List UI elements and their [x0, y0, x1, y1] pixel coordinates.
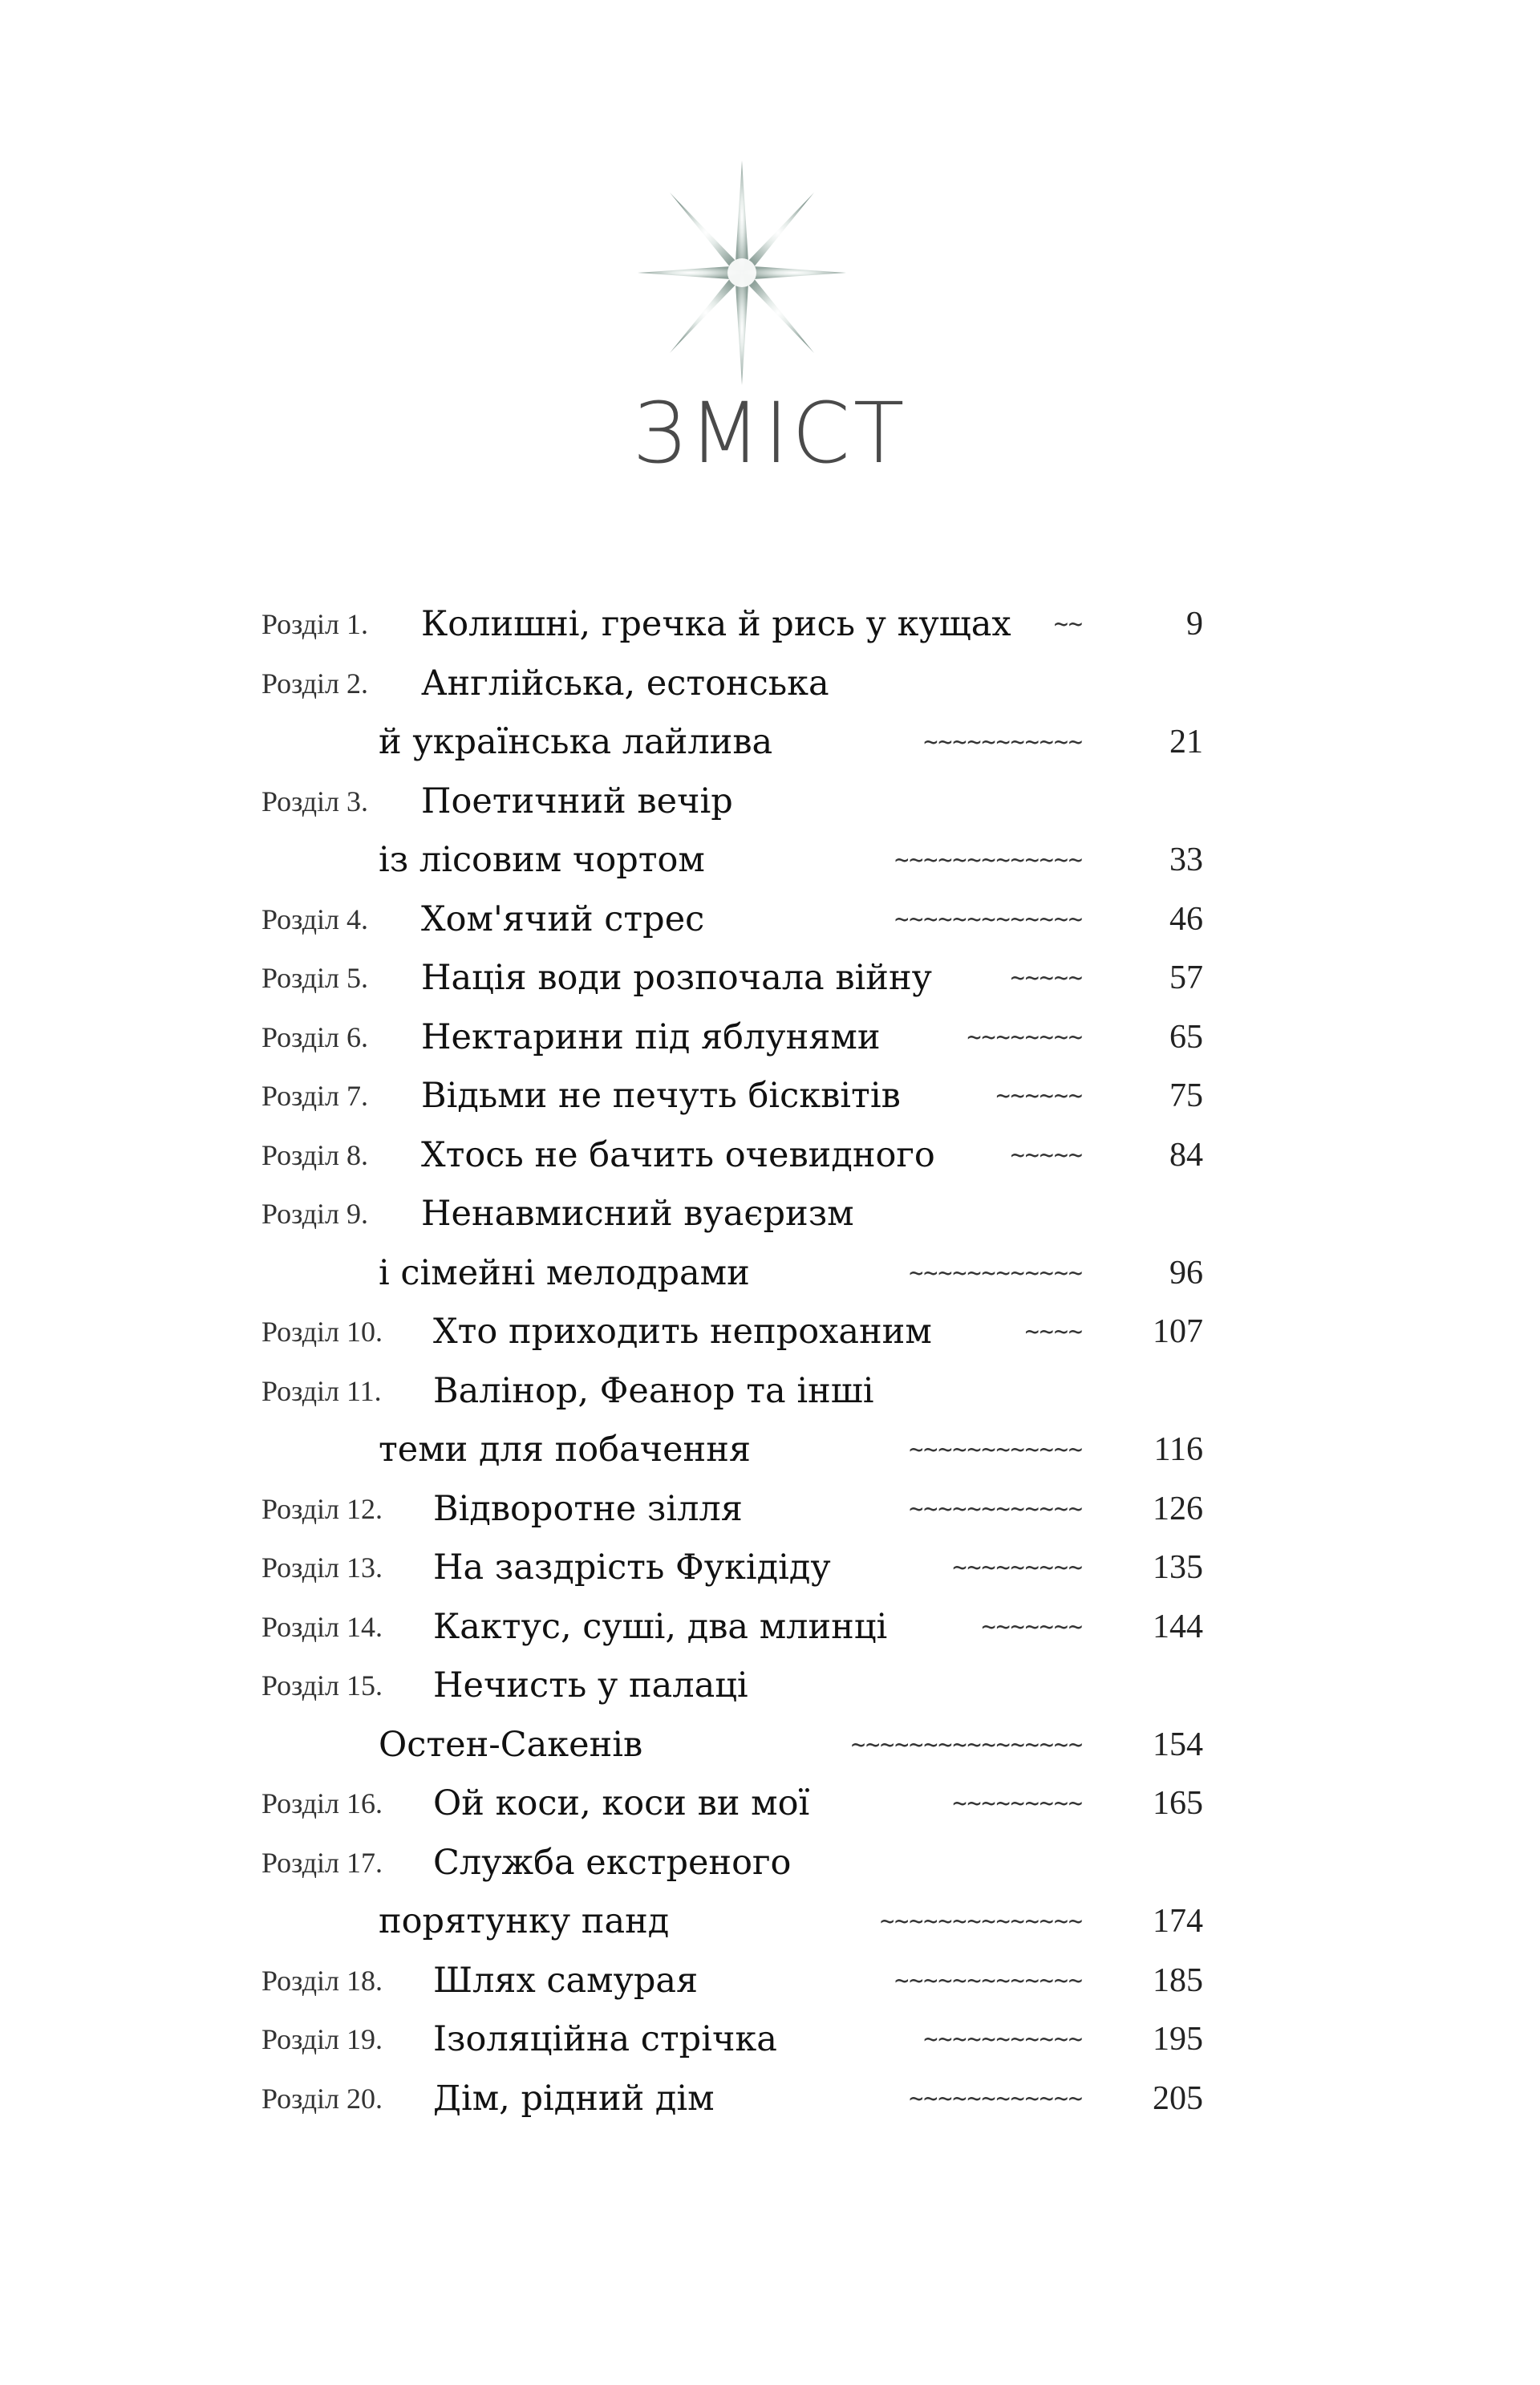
chapter-title: Поетичний вечір: [421, 781, 733, 821]
toc-row: [0, 1303, 1540, 1362]
page-number: 107: [1153, 1313, 1203, 1350]
table-of-contents: [0, 595, 1540, 2128]
page-number: 96: [1169, 1254, 1203, 1292]
leader-line: ~~~~~: [1010, 1141, 1083, 1170]
leader-line: ~~~~~~~~~: [952, 1554, 1083, 1582]
toc-row: [0, 1775, 1540, 1834]
chapter-number: Розділ 17.: [261, 1846, 383, 1879]
leader-line: ~~~~~~~~~~~: [923, 728, 1083, 756]
chapter-number: Розділ 5.: [261, 962, 368, 994]
chapter-number: Розділ 3.: [261, 785, 368, 817]
toc-row: [0, 1067, 1540, 1126]
leader-line: ~~~~~~: [995, 1082, 1083, 1110]
chapter-title: Остен-Сакенів: [379, 1724, 643, 1765]
toc-row: [0, 1362, 1540, 1422]
chapter-number: Розділ 4.: [261, 902, 368, 935]
chapter-number: Розділ 18.: [261, 1964, 383, 1997]
toc-row: [0, 1539, 1540, 1598]
chapter-number: Розділ 20.: [261, 2082, 383, 2115]
chapter-title: теми для побачення: [379, 1430, 751, 1470]
toc-row: [0, 1834, 1540, 1893]
toc-row: [0, 1716, 1540, 1775]
page-title: ЗМІСТ: [632, 384, 908, 482]
toc-row: [0, 1008, 1540, 1068]
leader-line: ~~~~~~~~~~~~: [909, 1436, 1083, 1464]
toc-row: [0, 1126, 1540, 1186]
toc-row: [0, 1952, 1540, 2011]
chapter-title: Хтось не бачить очевидного: [421, 1134, 935, 1175]
toc-row: [0, 1598, 1540, 1657]
chapter-number: Розділ 11.: [261, 1374, 382, 1407]
chapter-number: Розділ 8.: [261, 1138, 368, 1171]
page-number: 33: [1169, 842, 1203, 878]
chapter-title: Англійська, естонська: [421, 663, 829, 704]
chapter-title: Нектарини під яблунями: [421, 1016, 881, 1057]
page-number: 195: [1153, 2021, 1203, 2058]
leader-line: ~~~~~~~~~~~~~: [894, 905, 1083, 934]
chapter-title: Відьми не печуть бісквітів: [421, 1076, 901, 1116]
chapter-title: й українська лайлива: [379, 722, 773, 762]
toc-row: [0, 949, 1540, 1008]
leader-line: ~~~~~~~: [981, 1612, 1083, 1641]
leader-line: ~~~~~~~~~~~~~~~~: [851, 1730, 1083, 1759]
chapter-number: Розділ 9.: [261, 1198, 368, 1230]
chapter-title: Дім, рідний дім: [433, 2078, 715, 2119]
page-number: 165: [1153, 1785, 1203, 1822]
chapter-number: Розділ 15.: [261, 1669, 383, 1702]
toc-row: [0, 890, 1540, 950]
toc-row: [0, 831, 1540, 890]
leader-line: ~~~~~~~~~~~~~: [894, 846, 1083, 874]
toc-row: [0, 1892, 1540, 1952]
page-number: 154: [1153, 1726, 1203, 1763]
chapter-title: Хто приходить непроханим: [433, 1312, 932, 1352]
toc-row: [0, 655, 1540, 714]
leader-line: ~~~~~~~~~~~: [923, 2026, 1083, 2054]
page-number: 185: [1153, 1961, 1203, 1999]
page-number: 57: [1169, 959, 1203, 996]
chapter-title: Нечисть у палаці: [433, 1665, 748, 1706]
chapter-title: порятунку панд: [379, 1901, 670, 1941]
leader-line: ~~~~~~~~~~~~: [909, 1495, 1083, 1523]
chapter-number: Розділ 6.: [261, 1020, 368, 1053]
chapter-title: Ненавмисний вуаєризм: [421, 1194, 854, 1234]
toc-row: [0, 595, 1540, 655]
chapter-number: Розділ 16.: [261, 1787, 383, 1819]
chapter-title: Кактус, суші, два млинці: [433, 1606, 888, 1647]
leader-line: ~~~~~~~~~~~~: [909, 1259, 1083, 1288]
chapter-title: із лісовим чортом: [379, 840, 705, 880]
toc-row: [0, 1185, 1540, 1244]
chapter-number: Розділ 14.: [261, 1610, 383, 1643]
chapter-title: Ой коси, коси ви мої: [433, 1783, 810, 1823]
star-ornament-icon: [638, 160, 846, 385]
page-number: 65: [1169, 1018, 1203, 1056]
page-number: 126: [1153, 1490, 1203, 1527]
chapter-number: Розділ 19.: [261, 2023, 383, 2055]
page-number: 75: [1169, 1077, 1203, 1114]
page-number: 9: [1186, 606, 1203, 643]
page-number: 174: [1153, 1903, 1203, 1940]
page-number: 84: [1169, 1136, 1203, 1174]
chapter-title: Служба екстреного: [433, 1842, 792, 1883]
chapter-title: Ізоляційна стрічка: [433, 2019, 777, 2059]
chapter-number: Розділ 1.: [261, 608, 368, 640]
chapter-title: Шлях самурая: [433, 1960, 699, 2001]
toc-row: [0, 1244, 1540, 1304]
chapter-title: Нація води розпочала війну: [421, 958, 932, 998]
chapter-number: Розділ 2.: [261, 667, 368, 700]
chapter-title: На заздрість Фукідіду: [433, 1547, 831, 1588]
page-number: 21: [1169, 724, 1203, 761]
page-number: 144: [1153, 1608, 1203, 1645]
leader-line: ~~~~~~~~: [967, 1023, 1083, 1052]
leader-line: ~~~~~~~~~~~~~: [894, 1966, 1083, 1995]
leader-line: ~~~~~: [1010, 964, 1083, 992]
toc-row: [0, 1421, 1540, 1480]
leader-line: ~~~~~~~~~~~~~~: [880, 1908, 1083, 1936]
chapter-number: Розділ 10.: [261, 1316, 383, 1348]
chapter-title: і сімейні мелодрами: [379, 1252, 750, 1293]
leader-line: ~~~~~~~~~~~~: [909, 2084, 1083, 2113]
chapter-number: Розділ 12.: [261, 1492, 383, 1525]
toc-row: [0, 773, 1540, 832]
page-number: 46: [1169, 900, 1203, 938]
leader-line: ~~~~: [1024, 1318, 1083, 1346]
toc-row: [0, 1657, 1540, 1716]
leader-line: ~~: [1053, 610, 1083, 639]
chapter-title: Валінор, Феанор та інші: [433, 1370, 874, 1411]
toc-row: [0, 2010, 1540, 2070]
toc-row: [0, 713, 1540, 773]
leader-line: ~~~~~~~~~: [952, 1790, 1083, 1818]
chapter-number: Розділ 13.: [261, 1551, 383, 1584]
chapter-title: Відворотне зілля: [433, 1488, 743, 1529]
page-number: 205: [1153, 2079, 1203, 2117]
chapter-title: Колишні, гречка й рись у кущах: [421, 604, 1011, 644]
page-number: 116: [1153, 1431, 1203, 1468]
toc-row: [0, 1480, 1540, 1539]
chapter-number: Розділ 7.: [261, 1080, 368, 1112]
page-number: 135: [1153, 1549, 1203, 1586]
toc-row: [0, 2070, 1540, 2129]
chapter-title: Хом'ячий стрес: [421, 898, 705, 939]
